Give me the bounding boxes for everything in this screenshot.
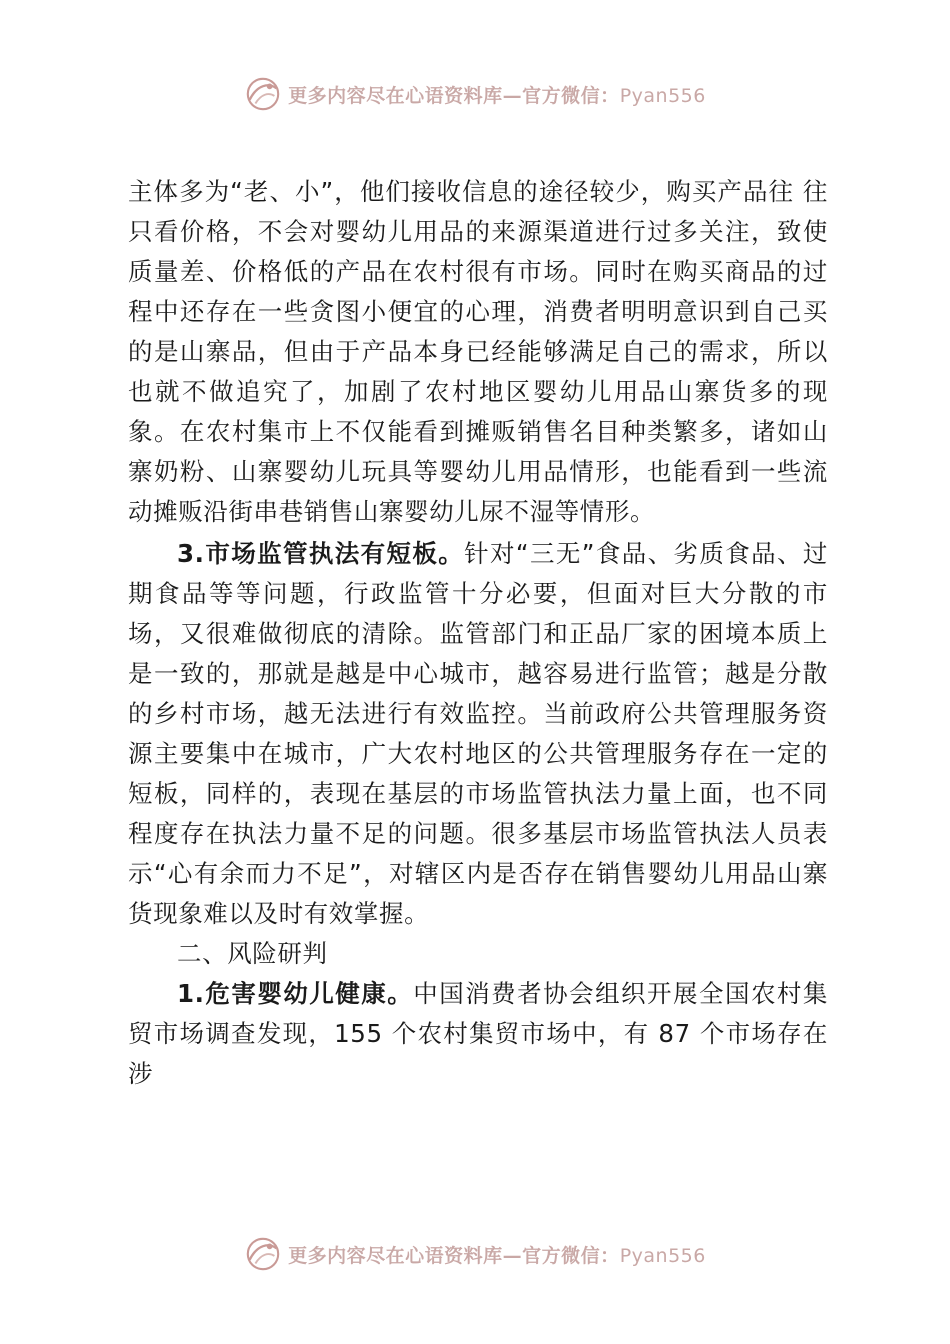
paragraph-2 bbox=[128, 534, 828, 934]
watermark-text: 更多内容尽在心语资料库—官方微信：Pyan556 bbox=[288, 1244, 706, 1267]
section-heading: 二、风险研判 bbox=[177, 939, 328, 968]
paragraph-3 bbox=[128, 974, 828, 1094]
watermark-header bbox=[0, 72, 950, 116]
watermark-text: 更多内容尽在心语资料库—官方微信：Pyan556 bbox=[288, 84, 706, 107]
paragraph-3-body: 中国消费者协会组织开展全国农村集贸市场调查发现，155 个农村集贸市场中，有 87 个市场存在涉 bbox=[128, 979, 828, 1088]
paragraph-1: 主体多为“老、小”，他们接收信息的途径较少，购买产品往 往只看价格，不会对婴幼儿用品的来源渠道进行过多关注，致使质量差、价格低的产品在农村很有市场。同时在购买商品的过程中还存在一些贪图小便宜的心理，消费者明明意识到自己买的是山寨品，但由于产品本身已经能够满足自己的需求，所以也就不做追究了，加剧了农村地区婴幼儿用品山寨货多的现象。在农村集市上不仅能看到摊贩销售名目种类繁多，诸如山寨奶粉、山寨婴幼儿玩具等婴幼儿用品情形，也能看到一些流动摊贩沿街串巷销售山寨婴幼儿尿不湿等情形。 bbox=[128, 177, 828, 526]
watermark-footer bbox=[0, 1232, 950, 1276]
paragraph-3-heading: 1.危害婴幼儿健康。 bbox=[177, 979, 414, 1008]
paragraph-2-body: 针对“三无”食品、劣质食品、过期食品等等问题，行政监管十分必要，但面对巨大分散的市场，又很难做彻底的清除。监管部门和正品厂家的困境本质上是一致的，那就是越是中心城市，越容易进行监管；越是分散的乡村市场，越无法进行有效监控。当前政府公共管理服务资源主要集中在城市，广大农村地区的公共管理服务存在一定的短板，同样的，表现在基层的市场监管执法力量上面，也不同程度存在执法力量不足的问题。很多基层市场监管执法人员表示“心有余而力不足”，对辖区内是否存在销售婴幼儿用品山寨货现象难以及时有效掌握。 bbox=[128, 539, 828, 928]
brand-logo-icon bbox=[244, 1235, 282, 1273]
brand-logo-icon bbox=[244, 75, 282, 113]
document-body bbox=[128, 172, 828, 1094]
paragraph-2-heading: 3.市场监管执法有短板。 bbox=[177, 539, 465, 568]
